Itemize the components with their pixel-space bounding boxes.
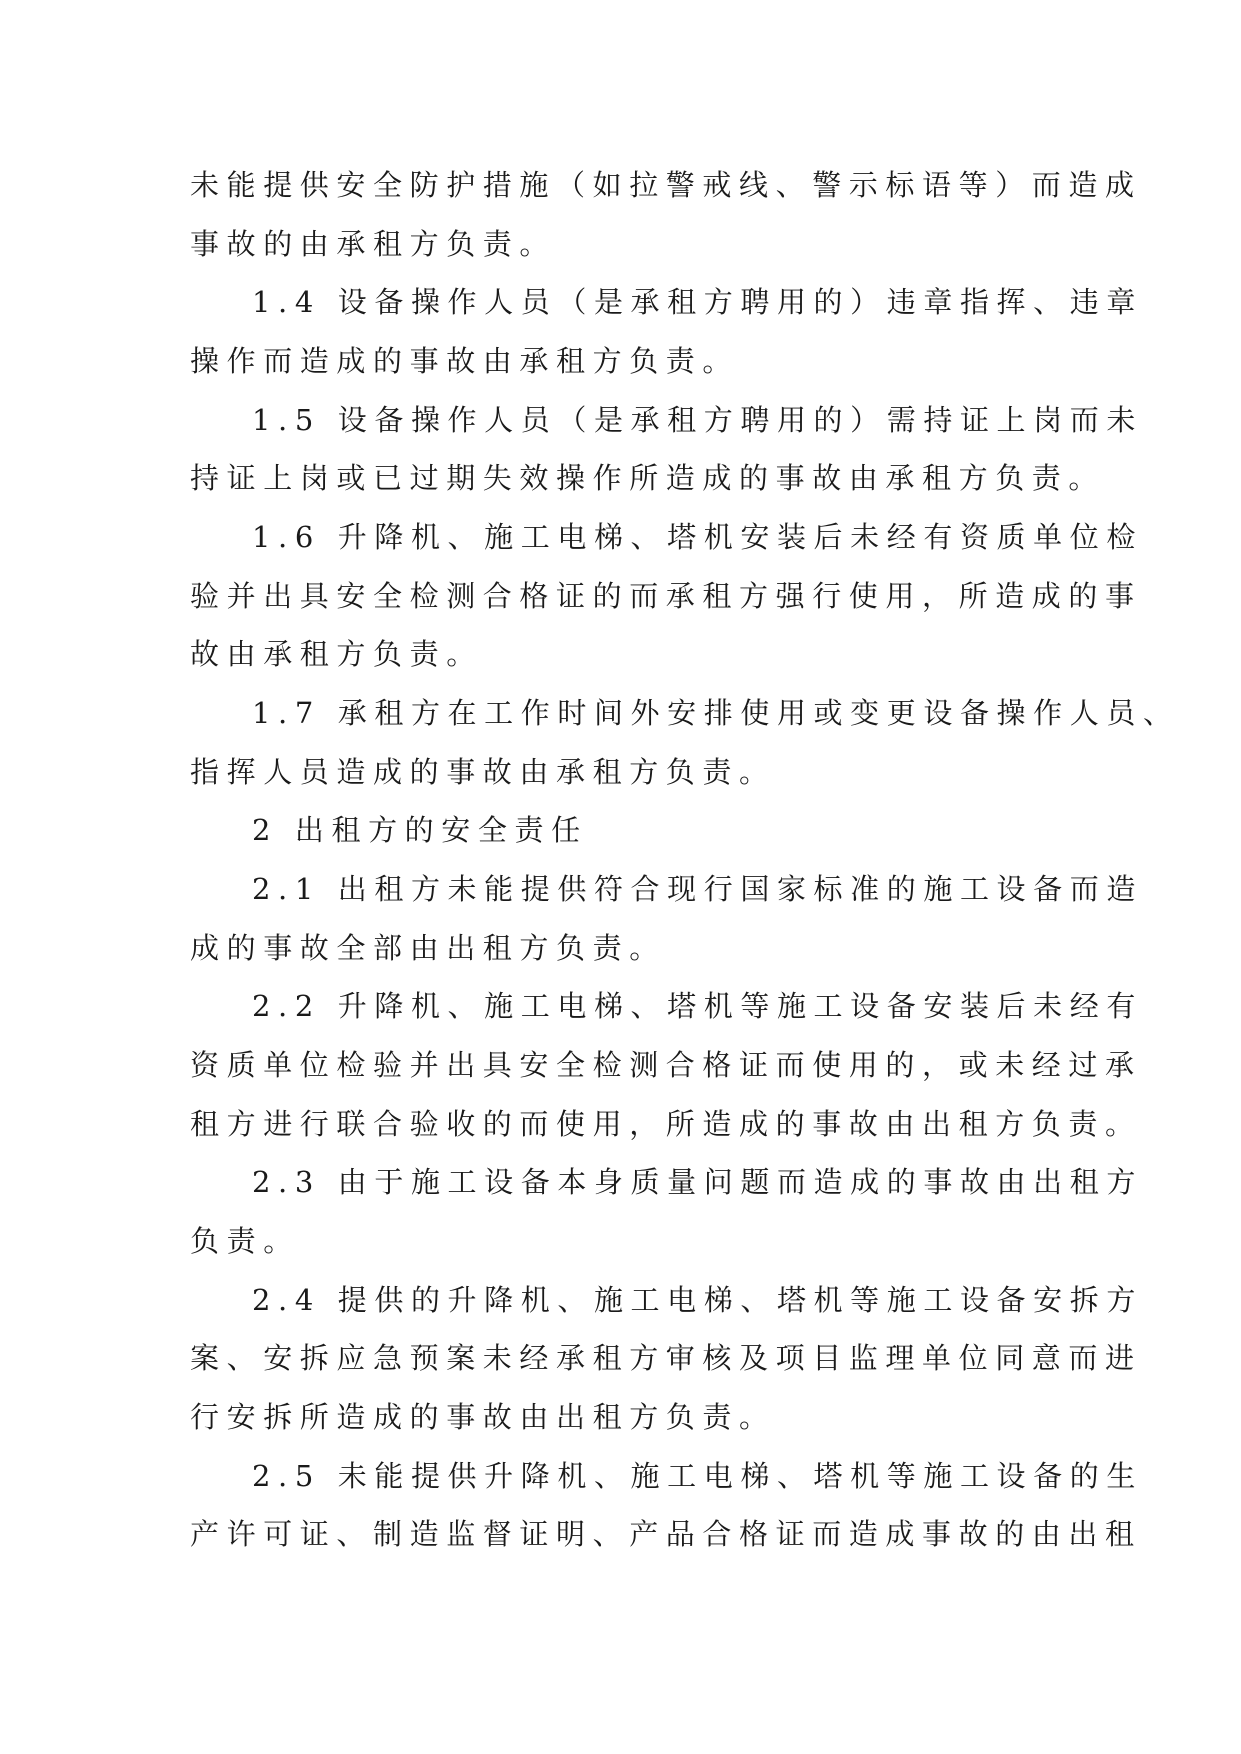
text-line: 操作而造成的事故由承租方负责。 bbox=[190, 344, 740, 378]
paragraph-2-3: 2.3 由于施工设备本身质量问题而造成的事故由出租方 bbox=[252, 1165, 1143, 1199]
text-line: 指挥人员造成的事故由承租方负责。 bbox=[190, 755, 776, 789]
paragraph-2-2: 2.2 升降机、施工电梯、塔机等施工设备安装后未经有 bbox=[252, 989, 1143, 1023]
text-line: 故由承租方负责。 bbox=[190, 637, 483, 671]
paragraph-1-7: 1.7 承租方在工作时间外安排使用或变更设备操作人员、 bbox=[252, 696, 1180, 730]
paragraph-2-4: 2.4 提供的升降机、施工电梯、塔机等施工设备安拆方 bbox=[252, 1283, 1143, 1317]
text-line: 租方进行联合验收的而使用，所造成的事故由出租方负责。 bbox=[190, 1107, 1142, 1141]
text-line: 持证上岗或已过期失效操作所造成的事故由承租方负责。 bbox=[190, 461, 1106, 495]
text-line: 资质单位检验并出具安全检测合格证而使用的，或未经过承 bbox=[190, 1048, 1142, 1082]
text-line: 事故的由承租方负责。 bbox=[190, 227, 557, 261]
paragraph-1-6: 1.6 升降机、施工电梯、塔机安装后未经有资质单位检 bbox=[252, 520, 1143, 554]
paragraph-1-4: 1.4 设备操作人员（是承租方聘用的）违章指挥、违章 bbox=[252, 285, 1143, 319]
paragraph-1-5: 1.5 设备操作人员（是承租方聘用的）需持证上岗而未 bbox=[252, 403, 1143, 437]
text-line: 成的事故全部由出租方负责。 bbox=[190, 931, 666, 965]
paragraph-2-5: 2.5 未能提供升降机、施工电梯、塔机等施工设备的生 bbox=[252, 1459, 1143, 1493]
text-line: 产许可证、制造监督证明、产品合格证而造成事故的由出租 bbox=[190, 1517, 1142, 1551]
text-line: 案、安拆应急预案未经承租方审核及项目监理单位同意而进 bbox=[190, 1341, 1142, 1375]
section-heading-2: 2 出租方的安全责任 bbox=[252, 813, 588, 847]
text-line: 验并出具安全检测合格证的而承租方强行使用，所造成的事 bbox=[190, 579, 1142, 613]
text-line: 行安拆所造成的事故由出租方负责。 bbox=[190, 1400, 776, 1434]
paragraph-2-1: 2.1 出租方未能提供符合现行国家标准的施工设备而造 bbox=[252, 872, 1143, 906]
text-line: 负责。 bbox=[190, 1224, 300, 1258]
text-line: 未能提供安全防护措施（如拉警戒线、警示标语等）而造成 bbox=[190, 168, 1142, 202]
